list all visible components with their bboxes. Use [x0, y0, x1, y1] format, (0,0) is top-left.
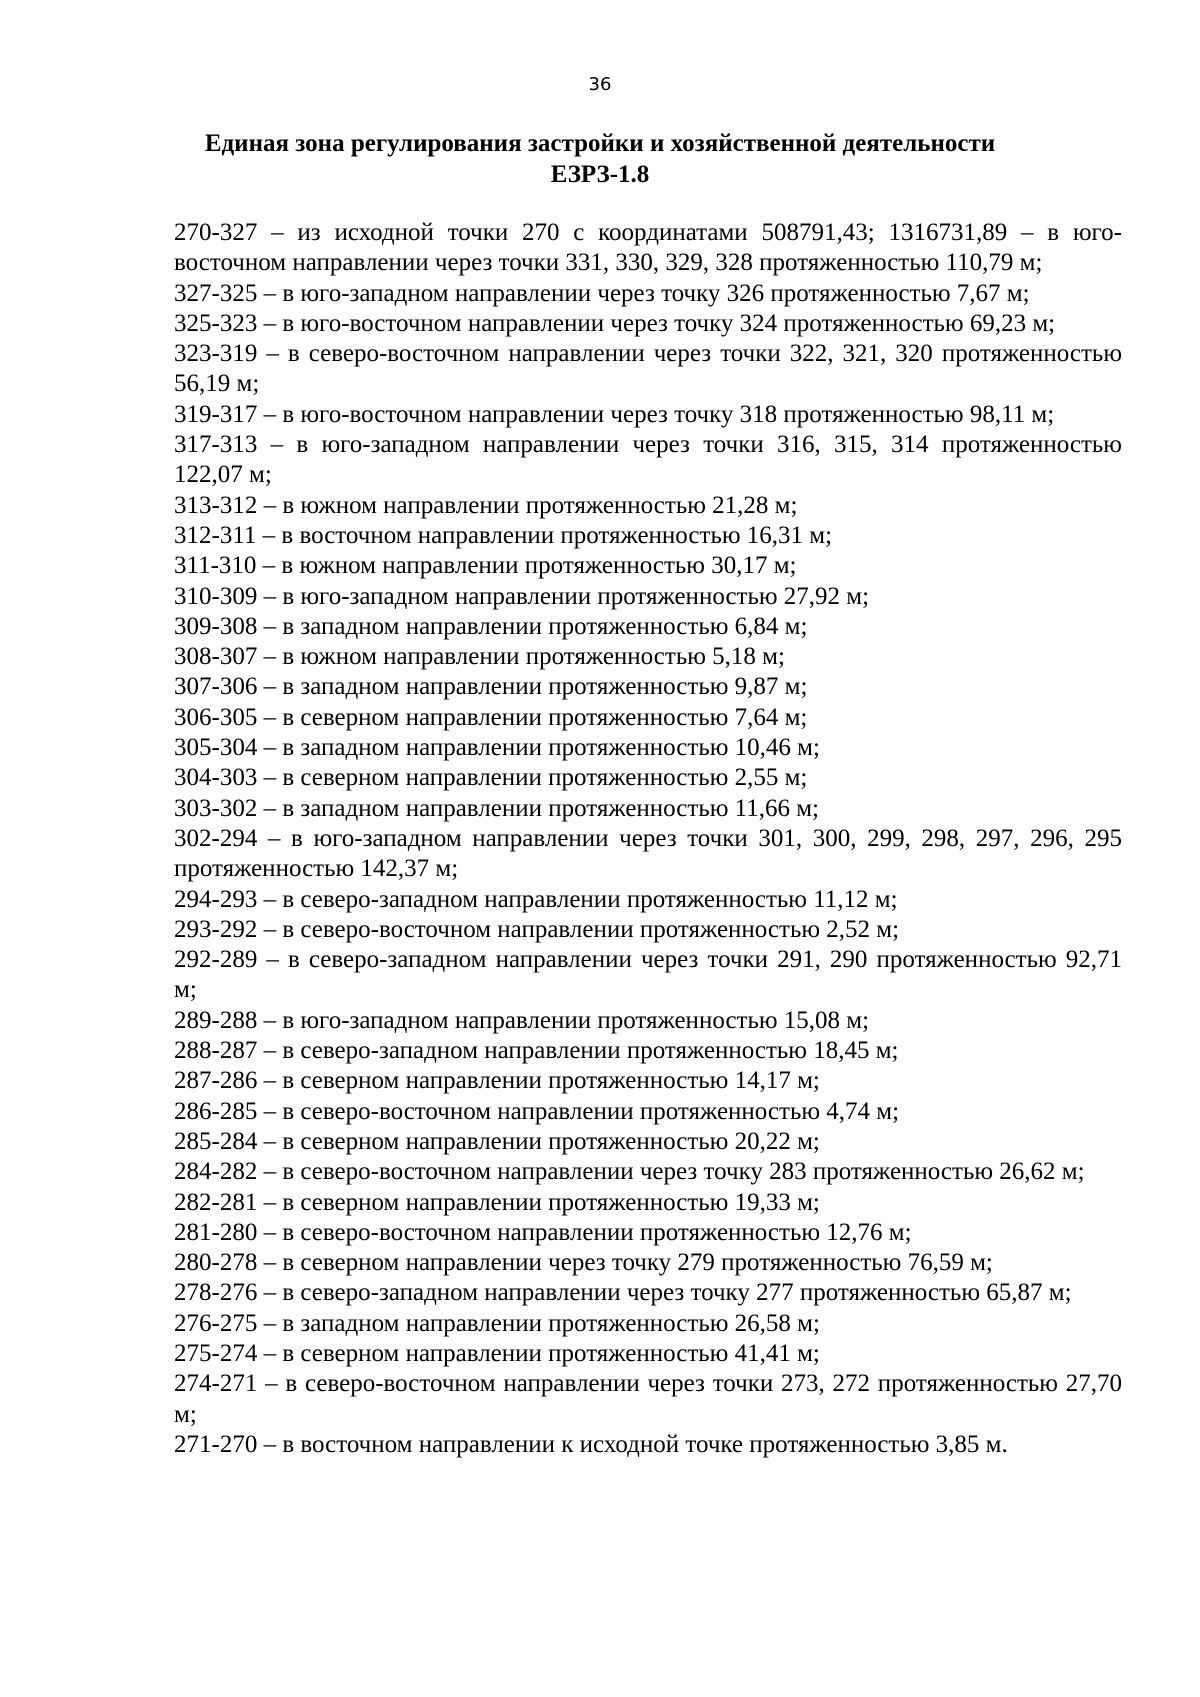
segment-line: 323-319 – в северо-восточном направлении через точки 322, 321, 320 протяженностью 56,19 м;	[174, 340, 1122, 398]
document-title	[0, 128, 1200, 190]
segment-line: 286-285 – в северо-восточном направлении протяженностью 4,74 м;	[174, 1097, 900, 1125]
segment-line: 306-305 – в северном направлении протяженностью 7,64 м;	[174, 703, 808, 731]
title-line-1: Единая зона регулирования застройки и хозяйственной деятельности	[204, 130, 996, 157]
segment-line: 271-270 – в восточном направлении к исходной точке протяженностью 3,85 м.	[174, 1430, 1008, 1458]
segment-line: 303-302 – в западном направлении протяженностью 11,66 м;	[174, 794, 819, 822]
segment-line: 327-325 – в юго-западном направлении через точку 326 протяженностью 7,67 м;	[174, 279, 1030, 307]
segment-line: 309-308 – в западном направлении протяженностью 6,84 м;	[174, 612, 808, 640]
title-line-2: ЕЗРЗ-1.8	[550, 161, 650, 188]
segment-line: 304-303 – в северном направлении протяженностью 2,55 м;	[174, 764, 808, 792]
segment-line: 312-311 – в восточном направлении протяженностью 16,31 м;	[174, 521, 833, 549]
segment-line: 307-306 – в западном направлении протяженностью 9,87 м;	[174, 673, 808, 701]
segment-line: 313-312 – в южном направлении протяженностью 21,28 м;	[174, 491, 798, 519]
segment-line: 270-327 – из исходной точки 270 с координатами 508791,43; 1316731,89 – в юго-восточном направлении через точки 331, 330, 329, 328 протяженностью 110,79 м;	[174, 219, 1122, 277]
segment-line: 293-292 – в северо-восточном направлении протяженностью 2,52 м;	[174, 915, 900, 943]
segment-line: 276-275 – в западном направлении протяженностью 26,58 м;	[174, 1309, 820, 1337]
segment-line: 282-281 – в северном направлении протяженностью 19,33 м;	[174, 1188, 820, 1216]
segment-line: 292-289 – в северо-западном направлении через точки 291, 290 протяженностью 92,71 м;	[174, 946, 1122, 1004]
segment-line: 310-309 – в юго-западном направлении протяженностью 27,92 м;	[174, 582, 870, 610]
segment-line: 308-307 – в южном направлении протяженностью 5,18 м;	[174, 643, 785, 671]
segment-line: 285-284 – в северном направлении протяженностью 20,22 м;	[174, 1127, 820, 1155]
page-number: 36	[588, 74, 612, 95]
segment-line: 325-323 – в юго-восточном направлении через точку 324 протяженностью 69,23 м;	[174, 309, 1056, 337]
segment-line: 281-280 – в северо-восточном направлении протяженностью 12,76 м;	[174, 1218, 912, 1246]
boundary-description	[174, 218, 1122, 1460]
segment-line: 289-288 – в юго-западном направлении протяженностью 15,08 м;	[174, 1006, 870, 1034]
segment-line: 278-276 – в северо-западном направлении через точку 277 протяженностью 65,87 м;	[174, 1279, 1072, 1307]
segment-line: 275-274 – в северном направлении протяженностью 41,41 м;	[174, 1339, 820, 1367]
segment-line: 305-304 – в западном направлении протяженностью 10,46 м;	[174, 734, 820, 762]
segment-line: 288-287 – в северо-западном направлении протяженностью 18,45 м;	[174, 1037, 899, 1065]
segment-line: 274-271 – в северо-восточном направлении через точки 273, 272 протяженностью 27,70 м;	[174, 1370, 1122, 1428]
segment-line: 302-294 – в юго-западном направлении через точки 301, 300, 299, 298, 297, 296, 295 протяженностью 142,37 м;	[174, 824, 1122, 883]
segment-line: 294-293 – в северо-западном направлении протяженностью 11,12 м;	[174, 885, 898, 913]
segment-line: 287-286 – в северном направлении протяженностью 14,17 м;	[174, 1067, 820, 1095]
segment-line: 311-310 – в южном направлении протяженностью 30,17 м;	[174, 552, 797, 580]
segment-line: 317-313 – в юго-западном направлении через точки 316, 315, 314 протяженностью 122,07 м;	[174, 431, 1122, 489]
segment-line: 280-278 – в северном направлении через точку 279 протяженностью 76,59 м;	[174, 1249, 993, 1277]
segment-line: 284-282 – в северо-восточном направлении через точку 283 протяженностью 26,62 м;	[174, 1158, 1085, 1186]
segment-line: 319-317 – в юго-восточном направлении через точку 318 протяженностью 98,11 м;	[174, 400, 1055, 428]
